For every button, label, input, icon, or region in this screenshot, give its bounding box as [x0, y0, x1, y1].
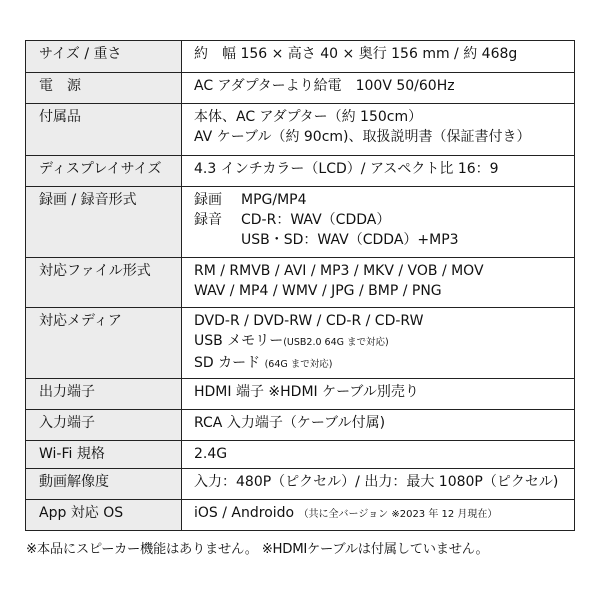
spec-label: ディスプレイサイズ	[26, 156, 182, 187]
spec-label: Wi-Fi 規格	[26, 441, 182, 469]
table-row	[26, 156, 575, 187]
value-line	[194, 190, 574, 210]
spec-value	[182, 41, 575, 73]
value-line: HDMI 端子 ※HDMI ケーブル別売り	[194, 384, 419, 400]
value-line	[194, 210, 574, 230]
spec-label: 対応ファイル形式	[26, 258, 182, 308]
value-line: 2.4G	[194, 446, 228, 462]
value-line: 入力：480P（ピクセル）/ 出力：最大 1080P（ピクセル)	[194, 474, 559, 490]
rec-video-key: 録画	[194, 192, 222, 208]
table-row	[26, 469, 575, 500]
rec-audio-value: CD-R：WAV（CDDA）	[241, 212, 391, 228]
spec-label: 録画 / 録音形式	[26, 187, 182, 258]
spec-label: 対応メディア	[26, 308, 182, 379]
spec-label: サイズ / 重さ	[26, 41, 182, 73]
value-line: 本体、AC アダプター（約 150cm）	[194, 109, 423, 125]
spec-value	[182, 73, 575, 104]
rec-audio-key: 録音	[194, 212, 222, 228]
media-note: (64G まで対応)	[264, 359, 333, 370]
spec-value	[182, 500, 575, 531]
spec-label: 出力端子	[26, 379, 182, 410]
value-line	[194, 503, 574, 525]
table-row	[26, 73, 575, 104]
os-note: （共に全バージョン ※2023 年 12 月現在）	[298, 509, 498, 520]
value-line: 約 幅 156 × 高さ 40 × 奥行 156 mm / 約 468g	[194, 46, 518, 62]
table-row	[26, 379, 575, 410]
spec-value	[182, 308, 575, 379]
table-row	[26, 104, 575, 156]
media-main: USB メモリー	[194, 333, 284, 349]
spec-value	[182, 441, 575, 469]
spec-value	[182, 469, 575, 500]
value-line	[194, 353, 574, 375]
table-row	[26, 308, 575, 379]
value-line: WAV / MP4 / WMV / JPG / BMP / PNG	[194, 283, 442, 299]
spec-label: 電 源	[26, 73, 182, 104]
spec-label: 付属品	[26, 104, 182, 156]
value-line: AC アダプターより給電 100V 50/60Hz	[194, 78, 455, 94]
table-row	[26, 41, 575, 73]
value-line	[194, 331, 574, 353]
table-row	[26, 500, 575, 531]
value-line: 4.3 インチカラー（LCD）/ アスペクト比 16：9	[194, 161, 499, 177]
spec-label: 入力端子	[26, 410, 182, 441]
spec-value	[182, 156, 575, 187]
rec-audio-value: USB・SD：WAV（CDDA）+MP3	[241, 232, 459, 248]
os-main: iOS / Androido	[194, 505, 295, 521]
spec-value	[182, 187, 575, 258]
table-row	[26, 410, 575, 441]
media-note: (USB2.0 64G まで対応)	[283, 337, 389, 348]
spec-label: App 対応 OS	[26, 500, 182, 531]
value-line: DVD-R / DVD-RW / CD-R / CD-RW	[194, 313, 424, 329]
value-line: RCA 入力端子（ケーブル付属)	[194, 415, 386, 431]
value-line: AV ケーブル（約 90cm)、取扱説明書（保証書付き）	[194, 129, 531, 145]
value-line	[194, 230, 574, 250]
spec-table	[25, 40, 575, 531]
footnote: ※本品にスピーカー機能はありません。 ※HDMIケーブルは付属していません。	[26, 542, 489, 557]
media-main: SD カード	[194, 355, 261, 371]
spec-value	[182, 258, 575, 308]
table-row	[26, 441, 575, 469]
table-row	[26, 258, 575, 308]
table-row	[26, 187, 575, 258]
spec-value	[182, 104, 575, 156]
spec-label: 動画解像度	[26, 469, 182, 500]
spec-value	[182, 410, 575, 441]
spec-value	[182, 379, 575, 410]
value-line: RM / RMVB / AVI / MP3 / MKV / VOB / MOV	[194, 263, 484, 279]
rec-video-value: MPG/MP4	[241, 192, 307, 208]
